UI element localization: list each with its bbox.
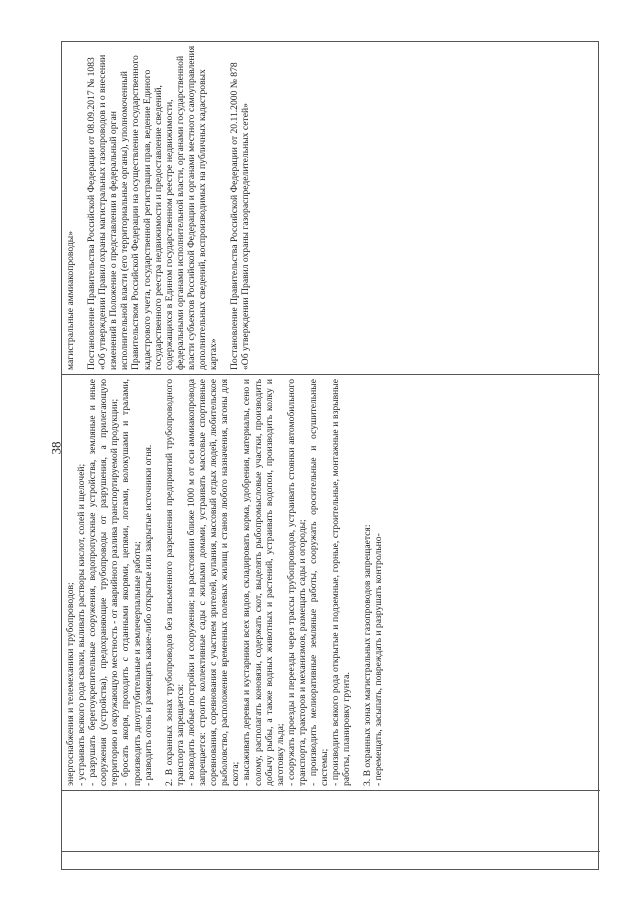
restriction-line: - перемещать, засыпать, повреждать и разрушать контрольно- (373, 533, 385, 786)
spacer (154, 379, 164, 786)
restriction-line: - устраивать всякого рода свалки, выливать растворы кислот, солей и щелочей; (76, 463, 88, 786)
spacer (76, 44, 86, 370)
restriction-line: - производить мелиоративные земляные работы, сооружать оросительные и осушительные системы; (307, 379, 331, 786)
regulation-table (61, 41, 599, 870)
legal-basis-line: Постановление Правительства Российской Федерации от 08.09.2017 № 1083 «Об утверждении Правил охраны магистральных газопроводов и о внесении изменений в Положение о представлении в федеральный орган исполнительной власти (его территориальные органы), уполномоченный Правительством Российской Федерации на осуществление государственного кадастрового учета, государственной регистрации прав, ведение Единого государственного реестра недвижимости и предоставление сведений, содержащихся в Едином государственном реестре недвижимости, федеральными органами исполнительной власти, органами государственной власти субъектов Российской Федерации и органами местного самоуправления дополнительных сведений, воспроизводимых на публичных кадастровых картах» (86, 45, 220, 370)
cell-index (62, 851, 600, 869)
cell-zone (62, 790, 600, 851)
legal-basis-line: магистральные аммиакопроводы» (65, 230, 76, 370)
legal-basis-line: Постановление Правительства Российской Федерации от 20.11.2000 № 878 «Об утверждении Правил охраны газораспределительных сетей» (229, 62, 252, 370)
restriction-line: энергоснабжения и телемеханики трубопроводов; (65, 582, 76, 786)
spacer (352, 379, 362, 786)
restriction-line: - разрушать берегоукрепительные сооружения, водопропускные устройства, земляные и иные сооружения (устройства), предохраняющие трубопроводы от разрушения, а прилегающую территорию и окружающую местность - от аварийного разлива транспортируемой продукции; (87, 379, 121, 786)
page-number: 38 (48, 441, 64, 455)
restriction-line: 2. В охранных зонах трубопроводов без письменного разрешения предприятий трубопроводного транспорта запрещается: (163, 379, 186, 786)
restriction-line: 3. В охранных зонах магистральных газопроводов запрещается: (362, 524, 374, 786)
restriction-line: - производить всякого рода открытые и подземные, горные, строительные, монтажные и взрывные работы, планировку грунта. (330, 379, 353, 786)
restriction-line: - высаживать деревья и кустарники всех видов, складировать корма, удобрения, материалы, сено и солому, располагать коновязи, содержать скот, выделять рыбопромысловые участки, производить добычу рыбы, а также водных животных и растений, устраивать водопои, производить колку и заготовку льда; (241, 379, 286, 786)
restriction-line: - возводить любые постройки и сооружения; на расстоянии ближе 1000 м от оси аммиакопровода запрещается: строить коллективные сады с жилыми домами, устраивать массовые спортивные соревнования, соревнования с участием зрителей, купания, массовый отдых людей, любительское рыболовство, расположение временных полевых жилищ и станов любого назначения, загоны для скота; (185, 379, 242, 786)
spacer (219, 44, 229, 370)
restriction-line: - бросать якоря, проходить с отданными якорями, цепями, лотами, волокушами и тралами, производить дноуглубительные и землечерпальные работы; (120, 379, 143, 786)
restriction-line: - сооружать проезды и переезды через трассы трубопроводов, устраивать стоянки автомобильного транспорта, тракторов и механизмов, размещать сады и огороды; (285, 379, 308, 786)
rotated-table-wrapper (61, 41, 599, 870)
cell-restrictions (62, 374, 600, 790)
table-row (62, 42, 600, 869)
cell-legal-basis (62, 40, 600, 374)
restriction-line: - разводить огонь и размещать какие-либо открытые или закрытые источники огня. (142, 444, 154, 786)
